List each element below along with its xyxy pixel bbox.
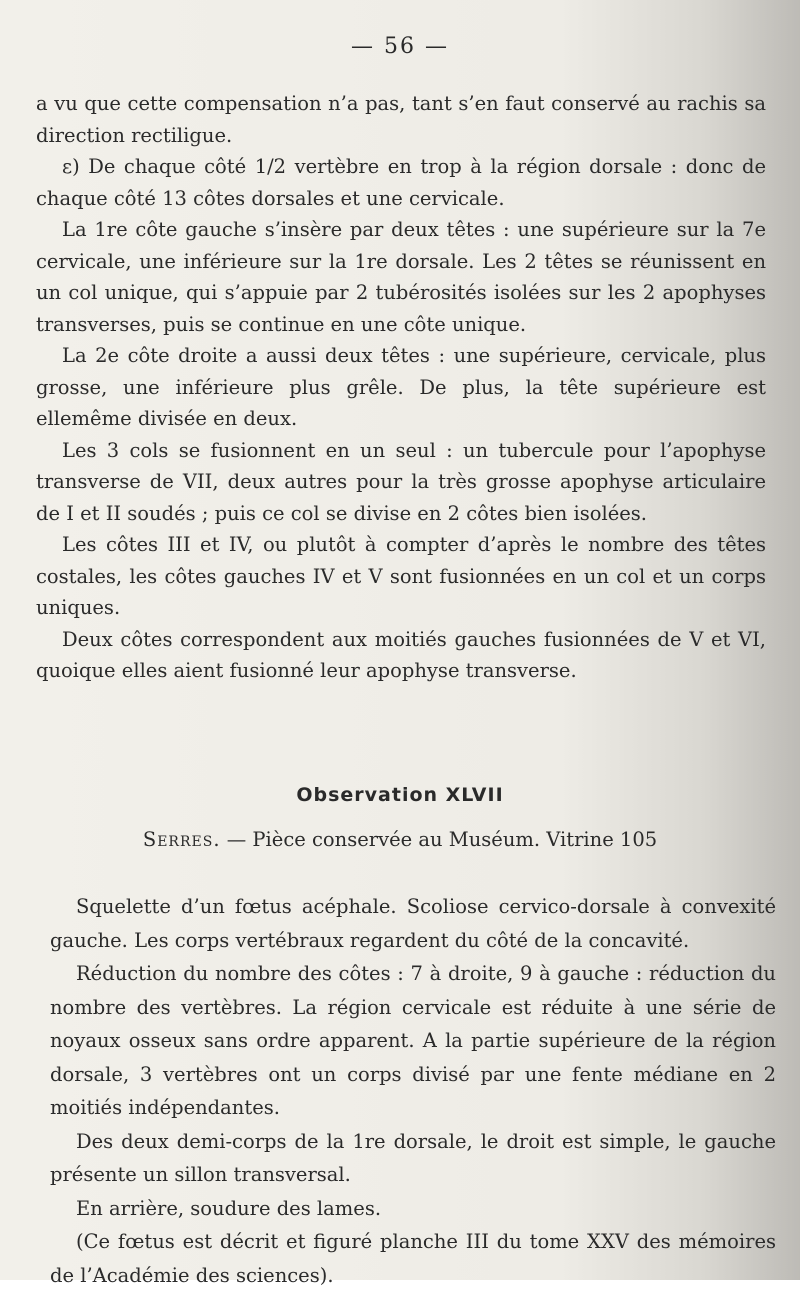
observation-title: Observation XLVII [296,784,504,806]
paragraph: Les 3 cols se fusionnent en un seul : un tubercule pour l’apophyse transverse de VII, deux autres pour la très grosse apophyse articulaire de I et II soudés ; puis ce col se divise en 2 côtes bien isolées. [36,438,766,525]
observation-source: — Pièce conservée au Muséum. Vitrine 105 [226,828,658,851]
upper-text [36,88,766,687]
paragraph: Réduction du nombre des côtes : 7 à droite, 9 à gauche : réduction du nombre des vertèbres. La région cervicale est réduite à une série de noyaux osseux sans ordre apparent. A la partie supérieure de la région dorsale, 3 vertèbres ont un corps divisé par une fente médiane en 2 moitiés indépendantes. [50,962,776,1119]
paragraph: Les côtes III et IV, ou plutôt à compter d’après le nombre des têtes costales, les côtes gauches IV et V sont fusionnées en un col et un corps uniques. [36,533,766,619]
paragraph: (Ce fœtus est décrit et figuré planche III du tome XXV des mémoires de l’Académie des sciences). [50,1230,776,1287]
paragraph: La 2e côte droite a aussi deux têtes : une supérieure, cervicale, plus grosse, une inférieure plus grêle. De plus, la tête supérieure est ellemême divisée en deux. [36,344,766,430]
paragraph: Des deux demi-corps de la 1re dorsale, le droit est simple, le gauche présente un sillon transversal. [50,1129,776,1186]
paragraph: Squelette d’un fœtus acéphale. Scoliose cervico-dorsale à convexité gauche. Les corps vertébraux regardent du côté de la concavité. [50,895,776,952]
paragraph: En arrière, soudure des lames. [76,1196,382,1220]
observation-author: Serres. [142,828,221,851]
paragraph: Deux côtes correspondent aux moitiés gauches fusionnées de V et VI, quoique elles aient fusionné leur apophyse transverse. [36,627,766,682]
observation-subtitle [0,828,800,851]
lower-text [50,890,776,1292]
paragraph: a vu que cette compensation n’a pas, tant s’en faut conservé au rachis sa direction rectiligue. [36,92,766,147]
paragraph: La 1re côte gauche s’insère par deux têtes : une supérieure sur la 7e cervicale, une inférieure sur la 1re dorsale. Les 2 têtes se réunissent en un col unique, qui s’appuie par 2 tubérosités isolées sur les 2 apophyses transverses, puis se continue en une côte unique. [36,218,766,336]
page-number: — 56 — [351,34,449,59]
paragraph: ε) De chaque côté 1/2 vertèbre en trop à la région dorsale : donc de chaque côté 13 côtes dorsales et une cervicale. [36,155,766,210]
